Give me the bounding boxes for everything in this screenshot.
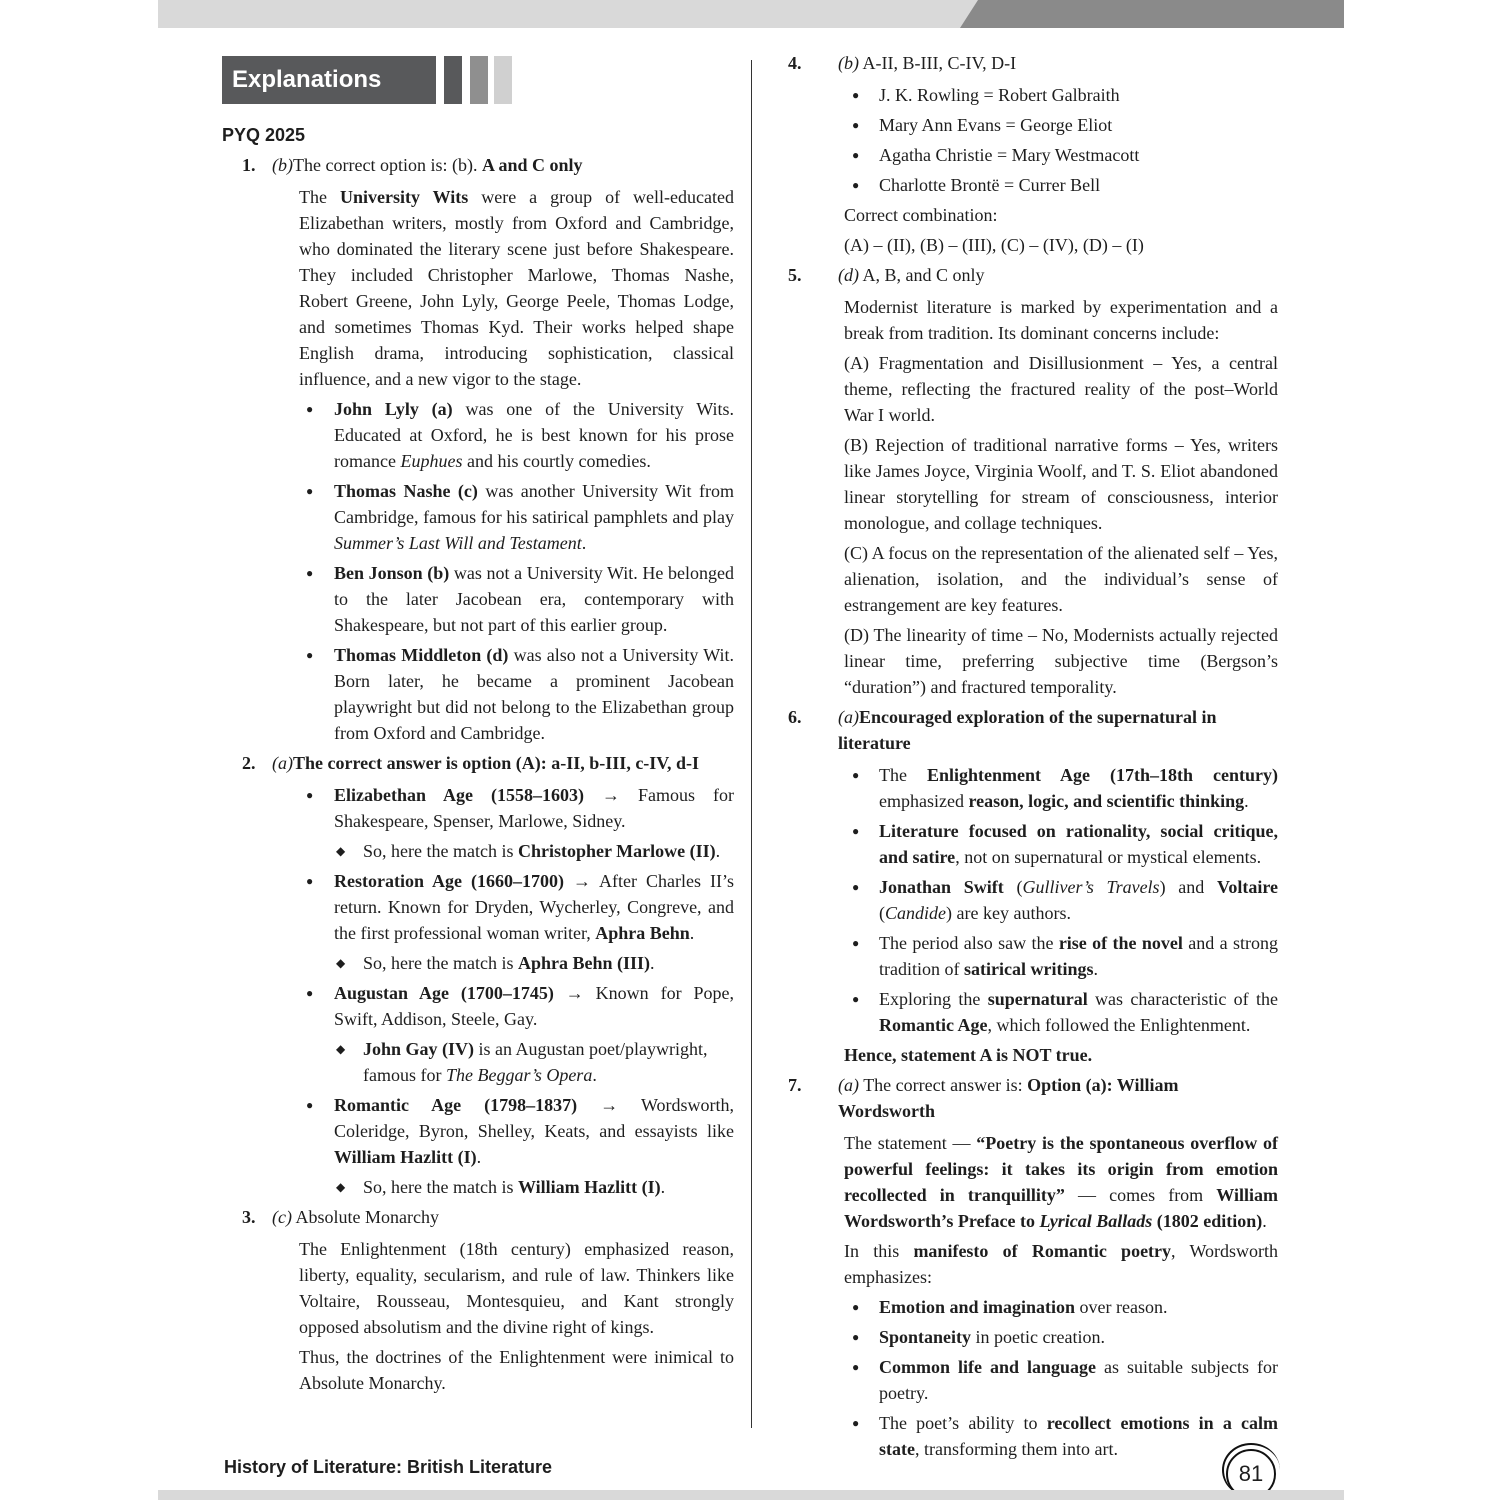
explanation-paragraph: (A) Fragmentation and Disillusionment – Yes, a central theme, reflecting the fractured reality of the post–World War I world. — [844, 353, 1278, 425]
list-item: ● Elizabethan Age (1558–1603) → Famous for Shakespeare, Spenser, Marlowe, Sidney. — [222, 782, 734, 834]
bullet-list — [222, 396, 734, 746]
list-item: ● Restoration Age (1660–1700) → After Charles II’s return. Known for Dryden, Wycherley, Congreve, and the first professional woman writer, Aphra Behn. — [222, 868, 734, 946]
answer-text-bold: Encouraged exploration of the supernatural in literature — [838, 707, 1217, 753]
list-item: ● Common life and language as suitable subjects for poetry. — [788, 1354, 1278, 1406]
explanation-paragraph: Modernist literature is marked by experimentation and a break from tradition. Its dominant concerns include: — [844, 297, 1278, 343]
pyq-label: PYQ 2025 — [222, 125, 306, 145]
question-3-answer — [222, 1204, 734, 1230]
footer-book-title: History of Literature: British Literature — [224, 1457, 553, 1477]
explanation-paragraph: (A) – (II), (B) – (III), (C) – (IV), (D) – (I) — [844, 235, 1144, 255]
heading-decor-bar — [470, 56, 488, 104]
question-number: 6. — [788, 707, 802, 727]
answer-option: (a) — [272, 753, 293, 773]
list-item: ● Jonathan Swift (Gulliver’s Travels) and Voltaire (Candide) are key authors. — [788, 874, 1278, 926]
bullet-list — [788, 82, 1278, 198]
question-7-answer — [788, 1072, 1278, 1124]
answer-text: A, B, and C only — [862, 265, 985, 285]
sub-bullet-list — [222, 838, 734, 864]
answer-option: (b) — [272, 155, 293, 175]
bottom-decorative-band — [158, 1490, 1344, 1500]
list-item: ● Literature focused on rationality, social critique, and satire, not on supernatural or mystical elements. — [788, 818, 1278, 870]
heading-decor-bar — [444, 56, 462, 104]
answer-text: The correct answer is: — [863, 1075, 1028, 1095]
sub-bullet-list — [222, 1036, 734, 1088]
answer-option: (d) — [838, 265, 859, 285]
left-column — [222, 122, 734, 1400]
column-divider — [751, 60, 752, 1428]
list-item: ● Romantic Age (1798–1837) → Wordsworth, Coleridge, Byron, Shelley, Keats, and essayists like William Hazlitt (I). — [222, 1092, 734, 1170]
sub-list-item: ◆ So, here the match is Christopher Marlowe (II). — [222, 838, 734, 864]
sub-list-item: ◆ John Gay (IV) is an Augustan poet/playwright, famous for The Beggar’s Opera. — [222, 1036, 734, 1088]
list-item: ● J. K. Rowling = Robert Galbraith — [788, 82, 1278, 108]
question-5-answer — [788, 262, 1278, 288]
list-item: ● Mary Ann Evans = George Eliot — [788, 112, 1278, 138]
explanation-paragraph: (D) The linearity of time – No, Modernists actually rejected linear time, preferring subjective time (Bergson’s “duration”) and fractured temporality. — [844, 625, 1278, 697]
list-item: ● Charlotte Brontë = Currer Bell — [788, 172, 1278, 198]
bullet-list — [222, 980, 734, 1032]
bullet-list — [222, 1092, 734, 1170]
answer-option: (a) — [838, 1075, 859, 1095]
page-number: 81 — [1226, 1449, 1276, 1499]
explanation-paragraph: (B) Rejection of traditional narrative forms – Yes, writers like James Joyce, Virginia Woolf, and T. S. Eliot abandoned linear storytelling for stream of consciousness, interior monologue, and collage techniques. — [844, 435, 1278, 533]
list-item: ● Emotion and imagination over reason. — [788, 1294, 1278, 1320]
bullet-list — [222, 782, 734, 834]
question-number: 5. — [788, 265, 802, 285]
explanation-paragraph: The University Wits were a group of well-educated Elizabethan writers, mostly from Oxford and Cambridge, who dominated the literary scene just before Shakespeare. They included Christopher Marlowe, Thomas Nashe, Robert Greene, John Lyly, George Peele, Thomas Lodge, and sometimes Thomas Kyd. Their works helped shape English drama, introducing sophistication, classical influence, and a new vigor to the stage. — [299, 187, 734, 389]
list-item: ● Thomas Middleton (d) was also not a University Wit. Born later, he became a prominent Jacobean playwright but did not belong to the Elizabethan group from Oxford and Cambridge. — [222, 642, 734, 746]
answer-option: (c) — [272, 1207, 292, 1227]
question-number: 3. — [242, 1207, 256, 1227]
explanation-paragraph: The Enlightenment (18th century) emphasized reason, liberty, equality, secularism, and rule of law. Thinkers like Voltaire, Rousseau, Montesquieu, and Kant strongly opposed absolutism and the divine right of kings. — [299, 1239, 734, 1337]
list-item: ● John Lyly (a) was one of the University Wits. Educated at Oxford, he is best known for his prose romance Euphues and his courtly comedies. — [222, 396, 734, 474]
list-item: ● The Enlightenment Age (17th–18th century) emphasized reason, logic, and scientific thinking. — [788, 762, 1278, 814]
explanation-paragraph: The statement — “Poetry is the spontaneous overflow of powerful feelings: it takes its origin from emotion recollected in tranquillity” — comes from William Wordsworth’s Preface to Lyrical Ballads (1802 edition). — [844, 1133, 1278, 1231]
sub-list-item: ◆ So, here the match is Aphra Behn (III). — [222, 950, 734, 976]
answer-text: A-II, B-III, C-IV, D-I — [862, 53, 1017, 73]
list-item: ● Thomas Nashe (c) was another University Wit from Cambridge, famous for his satirical pamphlets and play Summer’s Last Will and Testament. — [222, 478, 734, 556]
right-column — [788, 50, 1278, 1466]
question-number: 1. — [242, 155, 256, 175]
sub-bullet-list — [222, 950, 734, 976]
bullet-list — [222, 868, 734, 946]
answer-text-bold: A and C only — [481, 155, 583, 175]
list-item: ● The poet’s ability to recollect emotions in a calm state, transforming them into art. — [788, 1410, 1278, 1462]
answer-text: The correct option is: (b). — [293, 155, 482, 175]
sub-bullet-list — [222, 1174, 734, 1200]
answer-text-bold: Option (a): William Wordsworth — [838, 1075, 1179, 1121]
list-item: ● Ben Jonson (b) was not a University Wit. He belonged to the later Jacobean era, contemporary with Shakespeare, but not part of this earlier group. — [222, 560, 734, 638]
heading-decor-bar — [494, 56, 512, 104]
answer-option: (b) — [838, 53, 859, 73]
answer-text-bold: The correct answer is option (A): a-II, b-III, c-IV, d-I — [293, 753, 699, 773]
question-number: 7. — [788, 1075, 802, 1095]
sub-list-item: ◆ So, here the match is William Hazlitt (I). — [222, 1174, 734, 1200]
question-6-answer — [788, 704, 1278, 756]
question-number: 2. — [242, 753, 256, 773]
conclusion: Hence, statement A is NOT true. — [844, 1045, 1093, 1065]
list-item: ● Exploring the supernatural was characteristic of the Romantic Age, which followed the Enlightenment. — [788, 986, 1278, 1038]
list-item: ● Spontaneity in poetic creation. — [788, 1324, 1278, 1350]
question-1-answer — [222, 152, 734, 178]
answer-text: Absolute Monarchy — [295, 1207, 439, 1227]
section-heading: Explanations — [222, 56, 436, 104]
explanation-paragraph: In this manifesto of Romantic poetry, Wordsworth emphasizes: — [844, 1241, 1278, 1287]
bullet-list — [788, 1294, 1278, 1462]
list-item: ● Agatha Christie = Mary Westmacott — [788, 142, 1278, 168]
bullet-list — [788, 762, 1278, 1038]
answer-option: (a) — [838, 707, 859, 727]
explanation-paragraph: Correct combination: — [844, 205, 998, 225]
question-4-answer — [788, 50, 1278, 76]
top-decorative-band-dark — [960, 0, 1344, 28]
list-item: ● Augustan Age (1700–1745) → Known for Pope, Swift, Addison, Steele, Gay. — [222, 980, 734, 1032]
question-2-answer — [222, 750, 734, 776]
explanation-paragraph: Thus, the doctrines of the Enlightenment were inimical to Absolute Monarchy. — [299, 1347, 734, 1393]
question-number: 4. — [788, 53, 802, 73]
explanation-paragraph: (C) A focus on the representation of the alienated self – Yes, alienation, isolation, and the individual’s sense of estrangement are key features. — [844, 543, 1278, 615]
list-item: ● The period also saw the rise of the novel and a strong tradition of satirical writings. — [788, 930, 1278, 982]
